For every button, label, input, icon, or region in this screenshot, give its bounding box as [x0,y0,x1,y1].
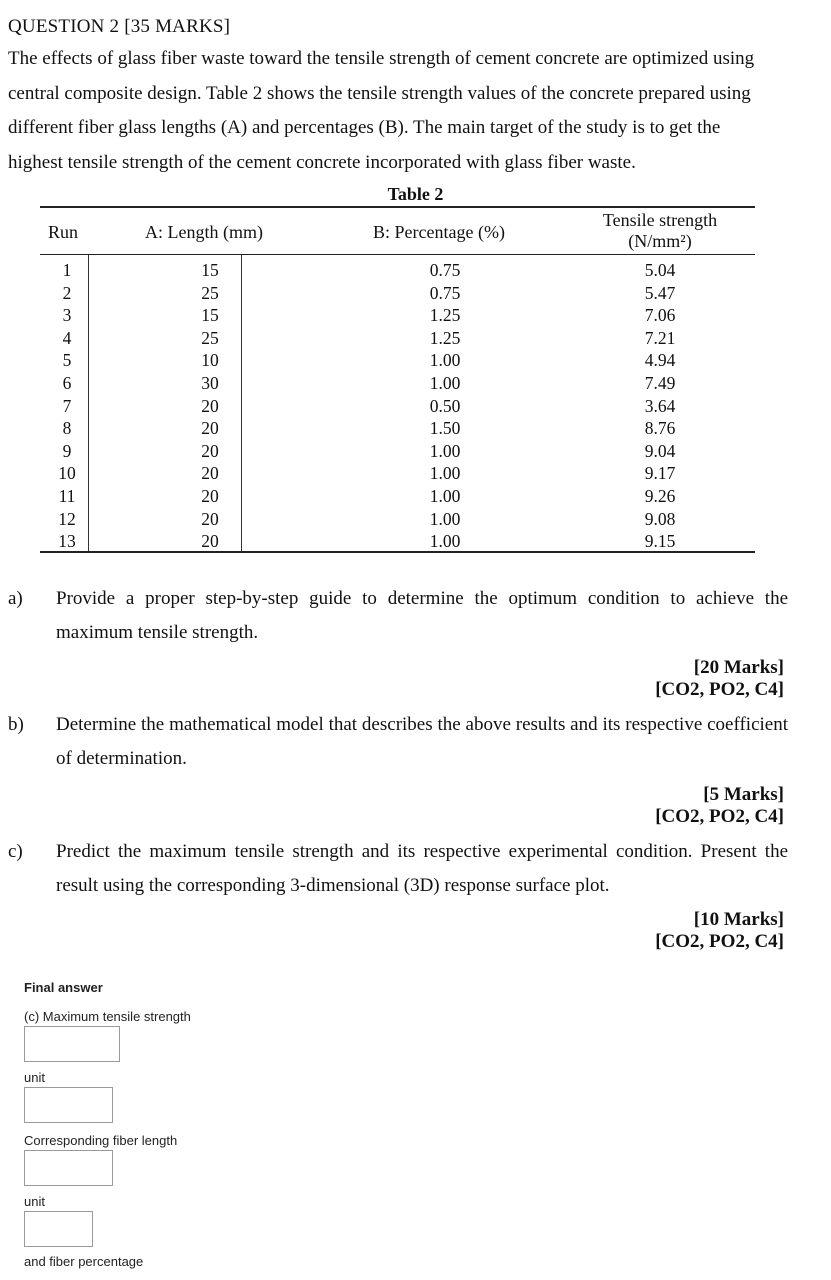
tensile-cell: 5.04 [644,260,676,280]
header-tensile [580,210,740,252]
run-cell: 12 [58,508,76,529]
percentage-cell: 0.75 [429,260,461,280]
percentage-cell: 1.25 [429,327,461,348]
run-cell: 2 [62,282,72,303]
part-a-marks [584,657,784,701]
run-cell: 13 [58,531,76,552]
header-length: A: Length (mm) [145,222,263,242]
column-divider [241,255,242,551]
tensile-cell: 7.06 [644,305,676,326]
part-c-marks [584,909,784,953]
length-cell: 25 [201,282,219,303]
intro-line: central composite design. Table 2 shows the tensile strength values of the concrete prepared using [8,82,751,104]
length-cell: 15 [201,260,219,280]
length-cell: 25 [201,327,219,348]
final-answer-title: Final answer [24,980,103,995]
length-cell: 20 [201,508,219,529]
part-c-label: c) [8,841,23,862]
fiber-length-label: Corresponding fiber length [24,1133,178,1148]
part-b-label: b) [8,714,24,735]
length-cell: 20 [201,395,219,416]
tensile-cell: 3.64 [644,395,676,416]
header-tensile-line2: (N/mm²) [628,231,692,251]
percentage-cell: 1.00 [429,485,461,506]
percentage-cell: 1.50 [429,418,461,439]
strength-unit-input[interactable] [24,1087,113,1123]
header-tensile-line1: Tensile strength [602,210,718,230]
tensile-cell: 9.04 [644,440,676,461]
tensile-column [638,259,682,553]
part-a [8,582,788,650]
tensile-cell: 9.17 [644,463,676,484]
fiber-length-input[interactable] [24,1150,113,1186]
percentage-cell: 0.50 [429,395,461,416]
marks-value: [10 Marks] [693,909,784,930]
tensile-cell: 7.49 [644,372,676,393]
run-cell: 11 [58,485,76,506]
tensile-cell: 5.47 [644,282,676,303]
run-cell: 5 [62,350,72,371]
table-body [40,255,755,551]
percentage-cell: 1.00 [429,463,461,484]
percentage-cell: 1.00 [429,350,461,371]
tensile-cell: 7.21 [644,327,676,348]
percentage-cell: 1.00 [429,508,461,529]
percentage-cell: 1.00 [429,372,461,393]
part-c-text: Predict the maximum tensile strength and its respective experimental condition. Present the result using the corresponding 3-dimensional (3D) response surface plot. [56,841,788,896]
percentage-cell: 0.75 [429,282,461,303]
tensile-cell: 9.08 [644,508,676,529]
max-strength-label: (c) Maximum tensile strength [24,1009,191,1024]
run-cell: 8 [62,418,72,439]
length-cell: 20 [201,463,219,484]
part-a-label: a) [8,588,23,609]
question-title: QUESTION 2 [35 MARKS] [8,16,231,37]
marks-outcomes: [CO2, PO2, C4] [655,679,784,700]
percentage-column [425,259,465,553]
marks-outcomes: [CO2, PO2, C4] [655,806,784,827]
length-unit-input[interactable] [24,1211,93,1247]
part-a-text: Provide a proper step-by-step guide to determine the optimum condition to achieve the maximum tensile strength. [56,588,788,643]
run-column [52,259,82,553]
length-column [190,259,230,553]
marks-outcomes: [CO2, PO2, C4] [655,931,784,952]
length-cell: 20 [201,531,219,552]
tensile-cell: 8.76 [644,418,676,439]
run-cell: 6 [62,372,72,393]
length-cell: 15 [201,305,219,326]
run-cell: 7 [62,395,72,416]
tensile-cell: 4.94 [644,350,676,371]
run-cell: 1 [62,260,72,280]
percentage-cell: 1.00 [429,531,461,552]
marks-value: [5 Marks] [703,784,784,805]
question-intro [8,42,798,180]
length-cell: 20 [201,440,219,461]
header-percentage: B: Percentage (%) [373,222,505,242]
unit-label: unit [24,1194,45,1209]
percentage-cell: 1.00 [429,440,461,461]
tensile-cell: 9.15 [644,531,676,552]
unit-label: unit [24,1070,45,1085]
length-cell: 20 [201,418,219,439]
table-caption: Table 2 [387,184,444,204]
intro-line: The effects of glass fiber waste toward the tensile strength of cement concrete are optimized using [8,48,755,69]
tensile-cell: 9.26 [644,485,676,506]
length-cell: 30 [201,372,219,393]
part-b-marks [584,784,784,828]
length-cell: 20 [201,485,219,506]
header-run: Run [48,222,79,242]
marks-value: [20 Marks] [693,657,784,678]
intro-line: different fiber glass lengths (A) and percentages (B). The main target of the study is to get the [8,117,721,138]
part-c [8,835,788,903]
run-cell: 4 [62,327,72,348]
table-header [40,208,755,255]
run-cell: 3 [62,305,72,326]
max-strength-input[interactable] [24,1026,120,1062]
results-table [40,206,755,553]
part-b [8,708,788,776]
part-b-text: Determine the mathematical model that describes the above results and its respective coefficient of determination. [56,714,788,769]
length-cell: 10 [201,350,219,371]
run-cell: 10 [58,463,76,484]
column-divider [88,255,89,551]
run-cell: 9 [62,440,72,461]
fiber-percentage-label: and fiber percentage [24,1254,144,1269]
intro-line: highest tensile strength of the cement concrete incorporated with glass fiber waste. [8,151,636,173]
percentage-cell: 1.25 [429,305,461,326]
